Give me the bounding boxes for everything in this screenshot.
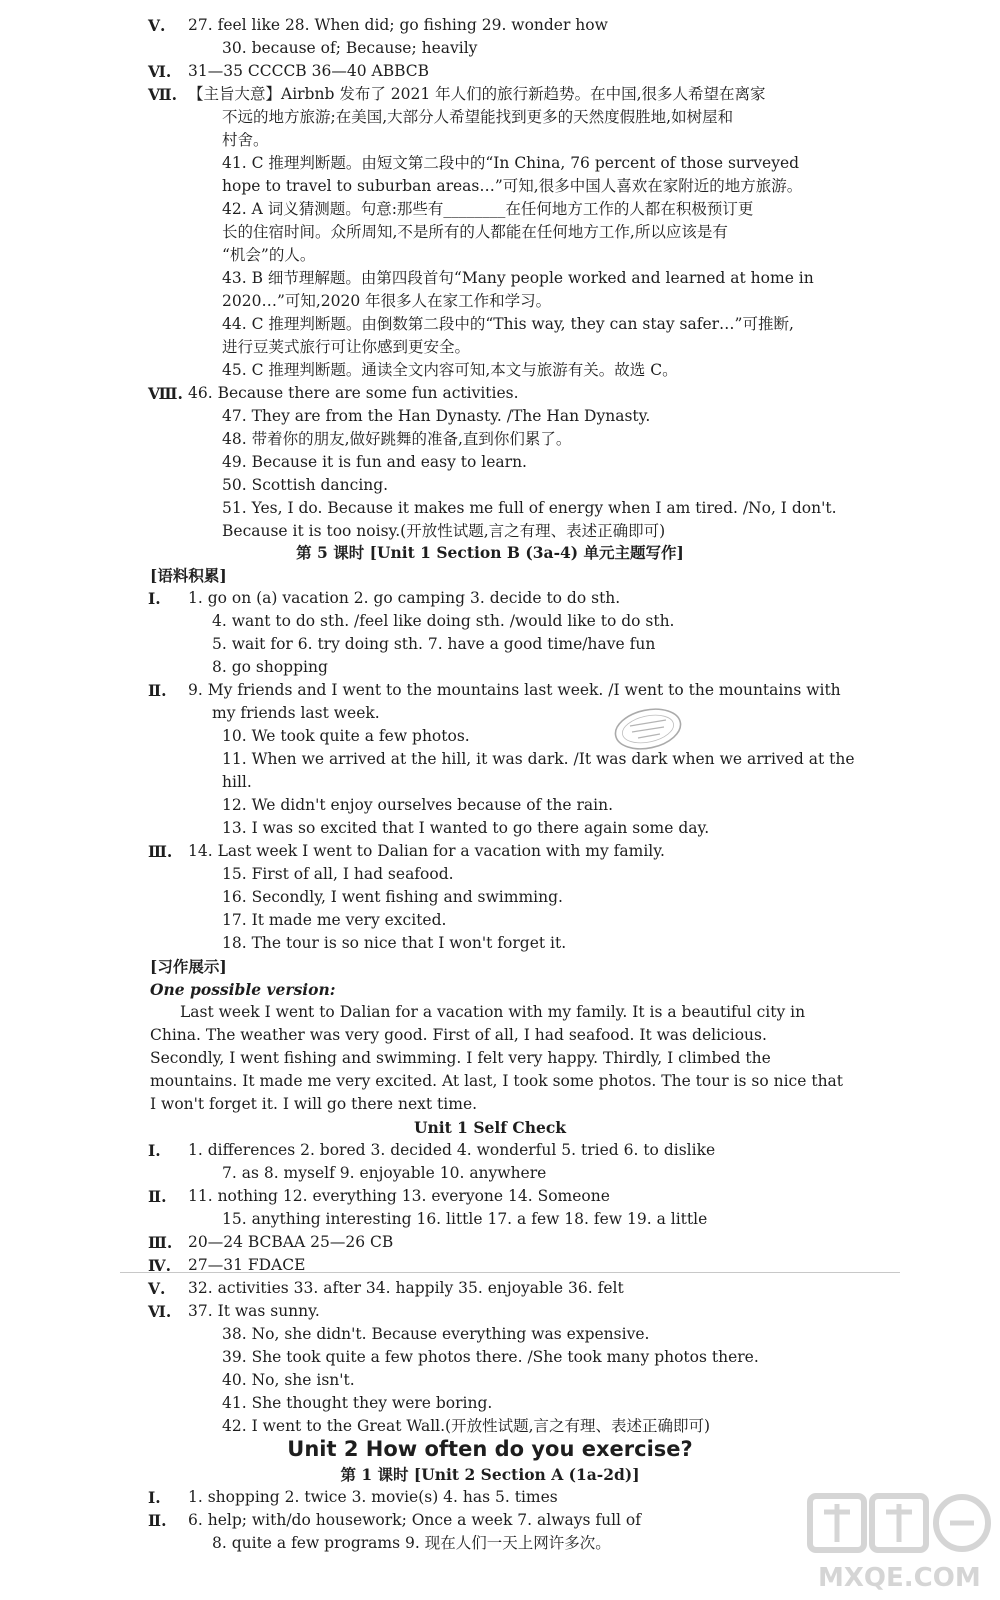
text-line <box>0 244 980 267</box>
answer-text: 47. They are from the Han Dynasty. /The Han Dynasty. <box>222 407 651 425</box>
text-line <box>0 1208 980 1231</box>
text-line <box>0 633 980 656</box>
answer-text: 31—35 CCCCB 36—40 ABBCB <box>188 62 430 80</box>
text-line <box>0 313 980 336</box>
text-line <box>0 1162 980 1185</box>
text-line <box>0 1047 980 1070</box>
text-line <box>0 1001 980 1024</box>
text-line <box>0 1277 980 1300</box>
answer-text: 41. She thought they were boring. <box>222 1394 493 1412</box>
text-line <box>0 405 980 428</box>
answer-text: “机会”的人。 <box>222 246 316 264</box>
answer-text: 5. wait for 6. try doing sth. 7. have a good time/have fun <box>212 635 656 653</box>
answer-text: 15. anything interesting 16. little 17. a few 18. few 19. a little <box>222 1210 708 1228</box>
answer-text: Secondly, I went fishing and swimming. I felt very happy. Thirdly, I climbed the <box>150 1049 771 1067</box>
text-line <box>0 106 980 129</box>
text-line <box>0 1070 980 1093</box>
answer-text: 不远的地方旅游;在美国,大部分人希望能找到更多的天然度假胜地,如树屋和 <box>222 108 734 126</box>
answer-text: 13. I was so excited that I wanted to go there again some day. <box>222 819 710 837</box>
section-numeral: Ⅳ. <box>148 1256 171 1275</box>
answer-text: 7. as 8. myself 9. enjoyable 10. anywhere <box>222 1164 547 1182</box>
answer-text: 11. When we arrived at the hill, it was dark. /It was dark when we arrived at the <box>222 750 855 768</box>
text-line <box>0 1185 980 1208</box>
text-line <box>0 679 980 702</box>
text-line <box>0 1093 980 1116</box>
answer-text: 42. I went to the Great Wall.(开放性试题,言之有理、表述正确即可) <box>222 1417 711 1435</box>
section-heading: 第 1 课时 [Unit 2 Section A (1a-2d)] <box>340 1465 640 1484</box>
text-line <box>0 175 980 198</box>
text-line <box>0 359 980 382</box>
watermark-logo <box>806 1490 992 1594</box>
section-numeral: Ⅶ. <box>148 85 178 104</box>
text-line <box>0 1024 980 1047</box>
text-line <box>0 382 980 405</box>
section-numeral: Ⅴ. <box>148 1279 166 1298</box>
section-numeral: Ⅵ. <box>148 62 172 81</box>
answer-text: 32. activities 33. after 34. happily 35. enjoyable 36. felt <box>188 1279 624 1297</box>
svg-text:MXQE.COM: MXQE.COM <box>818 1563 981 1593</box>
answer-text: 43. B 细节理解题。由第四段首句“Many people worked and learned at home in <box>222 269 814 287</box>
answer-text: 8. go shopping <box>212 658 328 676</box>
text-line <box>0 60 980 83</box>
answer-text: I won't forget it. I will go there next time. <box>150 1095 478 1113</box>
section-numeral: Ⅲ. <box>148 1233 173 1252</box>
text-line <box>0 1116 980 1139</box>
answer-text: 48. 带着你的朋友,做好跳舞的准备,直到你们累了。 <box>222 430 572 448</box>
answer-text: 【主旨大意】Airbnb 发布了 2021 年人们的旅行新趋势。在中国,很多人希望在离家 <box>188 85 766 103</box>
answer-text: 39. She took quite a few photos there. /She took many photos there. <box>222 1348 759 1366</box>
answer-text: 20—24 BCBAA 25—26 CB <box>188 1233 394 1251</box>
text-line <box>0 152 980 175</box>
text-line <box>0 748 980 771</box>
answer-text: hill. <box>222 773 252 791</box>
section-label: [习作展示] <box>150 957 227 976</box>
text-line <box>0 290 980 313</box>
answer-text: 51. Yes, I do. Because it makes me full of energy when I am tired. /No, I don't. <box>222 499 837 517</box>
answer-text: 10. We took quite a few photos. <box>222 727 470 745</box>
text-line <box>0 886 980 909</box>
answer-text: 2020…”可知,2020 年很多人在家工作和学习。 <box>222 292 552 310</box>
sample-heading: One possible version: <box>150 980 336 999</box>
answer-text: 8. quite a few programs 9. 现在人们一天上网许多次。 <box>212 1534 611 1552</box>
text-line <box>0 840 980 863</box>
text-line <box>0 610 980 633</box>
answer-text: 村舍。 <box>222 131 269 149</box>
answer-text: 16. Secondly, I went fishing and swimming. <box>222 888 563 906</box>
section-numeral: Ⅱ. <box>148 1511 167 1530</box>
answer-text: hope to travel to suburban areas…”可知,很多中国人喜欢在家附近的地方旅游。 <box>222 177 803 195</box>
text-line <box>0 587 980 610</box>
text-line <box>0 1139 980 1162</box>
text-line <box>0 863 980 886</box>
text-line <box>0 497 980 520</box>
text-line <box>0 1463 980 1486</box>
answer-text: 15. First of all, I had seafood. <box>222 865 454 883</box>
text-line <box>0 267 980 290</box>
text-line <box>0 14 980 37</box>
text-line <box>0 451 980 474</box>
answer-text: 1. shopping 2. twice 3. movie(s) 4. has 5. times <box>188 1488 558 1506</box>
text-line <box>0 817 980 840</box>
text-line <box>0 1392 980 1415</box>
answer-text: 41. C 推理判断题。由短文第二段中的“In China, 76 percent of those surveyed <box>222 154 800 172</box>
text-line <box>0 725 980 748</box>
text-line <box>0 520 980 543</box>
answer-text: 45. C 推理判断题。通读全文内容可知,本文与旅游有关。故选 C。 <box>222 361 678 379</box>
text-line <box>0 37 980 60</box>
section-numeral: Ⅱ. <box>148 681 167 700</box>
answer-text: 27. feel like 28. When did; go fishing 29. wonder how <box>188 16 608 34</box>
text-line <box>0 702 980 725</box>
text-line <box>0 1434 980 1464</box>
answer-text: 1. go on (a) vacation 2. go camping 3. decide to do sth. <box>188 589 621 607</box>
answer-text: 37. It was sunny. <box>188 1302 320 1320</box>
unit-title: Unit 2 How often do you exercise? <box>287 1437 693 1461</box>
section-numeral: Ⅰ. <box>148 1488 161 1507</box>
answer-text: mountains. It made me very excited. At last, I took some photos. The tour is so nice that <box>150 1072 844 1090</box>
answer-text: 6. help; with/do housework; Once a week 7. always full of <box>188 1511 641 1529</box>
answer-text: 27—31 FDACE <box>188 1256 306 1274</box>
answer-text: 14. Last week I went to Dalian for a vacation with my family. <box>188 842 665 860</box>
text-line <box>0 909 980 932</box>
answer-text: 44. C 推理判断题。由倒数第二段中的“This way, they can stay safer…”可推断, <box>222 315 794 333</box>
section-label: [语料积累] <box>150 566 227 585</box>
answer-text: 40. No, she isn't. <box>222 1371 355 1389</box>
section-heading: Unit 1 Self Check <box>413 1118 567 1137</box>
answer-text: 17. It made me very excited. <box>222 911 447 929</box>
text-line <box>0 1231 980 1254</box>
answer-text: 30. because of; Because; heavily <box>222 39 478 57</box>
section-numeral: Ⅱ. <box>148 1187 167 1206</box>
answer-text: 4. want to do sth. /feel like doing sth. /would like to do sth. <box>212 612 675 630</box>
answer-text: 49. Because it is fun and easy to learn. <box>222 453 527 471</box>
text-line <box>0 428 980 451</box>
text-line <box>0 564 980 587</box>
section-numeral: Ⅴ. <box>148 16 166 35</box>
text-line <box>0 978 980 1001</box>
text-line <box>0 198 980 221</box>
text-line <box>0 221 980 244</box>
stamp-seal-icon <box>612 706 684 752</box>
text-line <box>0 1346 980 1369</box>
text-line <box>0 541 980 564</box>
answer-text: 9. My friends and I went to the mountains last week. /I went to the mountains with <box>188 681 841 699</box>
answer-text: 38. No, she didn't. Because everything was expensive. <box>222 1325 650 1343</box>
answer-text: 1. differences 2. bored 3. decided 4. wonderful 5. tried 6. to dislike <box>188 1141 716 1159</box>
text-line <box>0 955 980 978</box>
section-numeral: Ⅷ. <box>148 384 183 403</box>
answer-text: 进行豆荚式旅行可让你感到更安全。 <box>222 338 471 356</box>
section-numeral: Ⅵ. <box>148 1302 172 1321</box>
section-divider <box>120 1272 900 1273</box>
answer-text: Last week I went to Dalian for a vacation with my family. It is a beautiful city in <box>180 1003 806 1021</box>
text-line <box>0 1369 980 1392</box>
section-numeral: Ⅰ. <box>148 1141 161 1160</box>
answer-text: China. The weather was very good. First of all, I had seafood. It was delicious. <box>150 1026 767 1044</box>
section-numeral: Ⅲ. <box>148 842 173 861</box>
text-line <box>0 1254 980 1277</box>
text-line <box>0 474 980 497</box>
text-line <box>0 1300 980 1323</box>
text-line <box>0 794 980 817</box>
text-line <box>0 932 980 955</box>
answer-text: 18. The tour is so nice that I won't forget it. <box>222 934 567 952</box>
answer-text: 46. Because there are some fun activities. <box>188 384 519 402</box>
text-line <box>0 129 980 152</box>
section-heading: 第 5 课时 [Unit 1 Section B (3a-4) 单元主题写作] <box>296 543 684 562</box>
answer-text: Because it is too noisy.(开放性试题,言之有理、表述正确即可) <box>222 522 666 540</box>
answer-text: 42. A 词义猜测题。句意:那些有________在任何地方工作的人都在积极预订更 <box>222 200 754 218</box>
answer-text: 11. nothing 12. everything 13. everyone 14. Someone <box>188 1187 610 1205</box>
answer-text: 12. We didn't enjoy ourselves because of the rain. <box>222 796 614 814</box>
text-line <box>0 336 980 359</box>
text-line <box>0 1323 980 1346</box>
answer-text: 50. Scottish dancing. <box>222 476 389 494</box>
section-numeral: Ⅰ. <box>148 589 161 608</box>
answer-text: my friends last week. <box>212 704 380 722</box>
text-line <box>0 83 980 106</box>
text-line <box>0 656 980 679</box>
text-line <box>0 771 980 794</box>
answer-text: 长的住宿时间。众所周知,不是所有的人都能在任何地方工作,所以应该是有 <box>222 223 728 241</box>
